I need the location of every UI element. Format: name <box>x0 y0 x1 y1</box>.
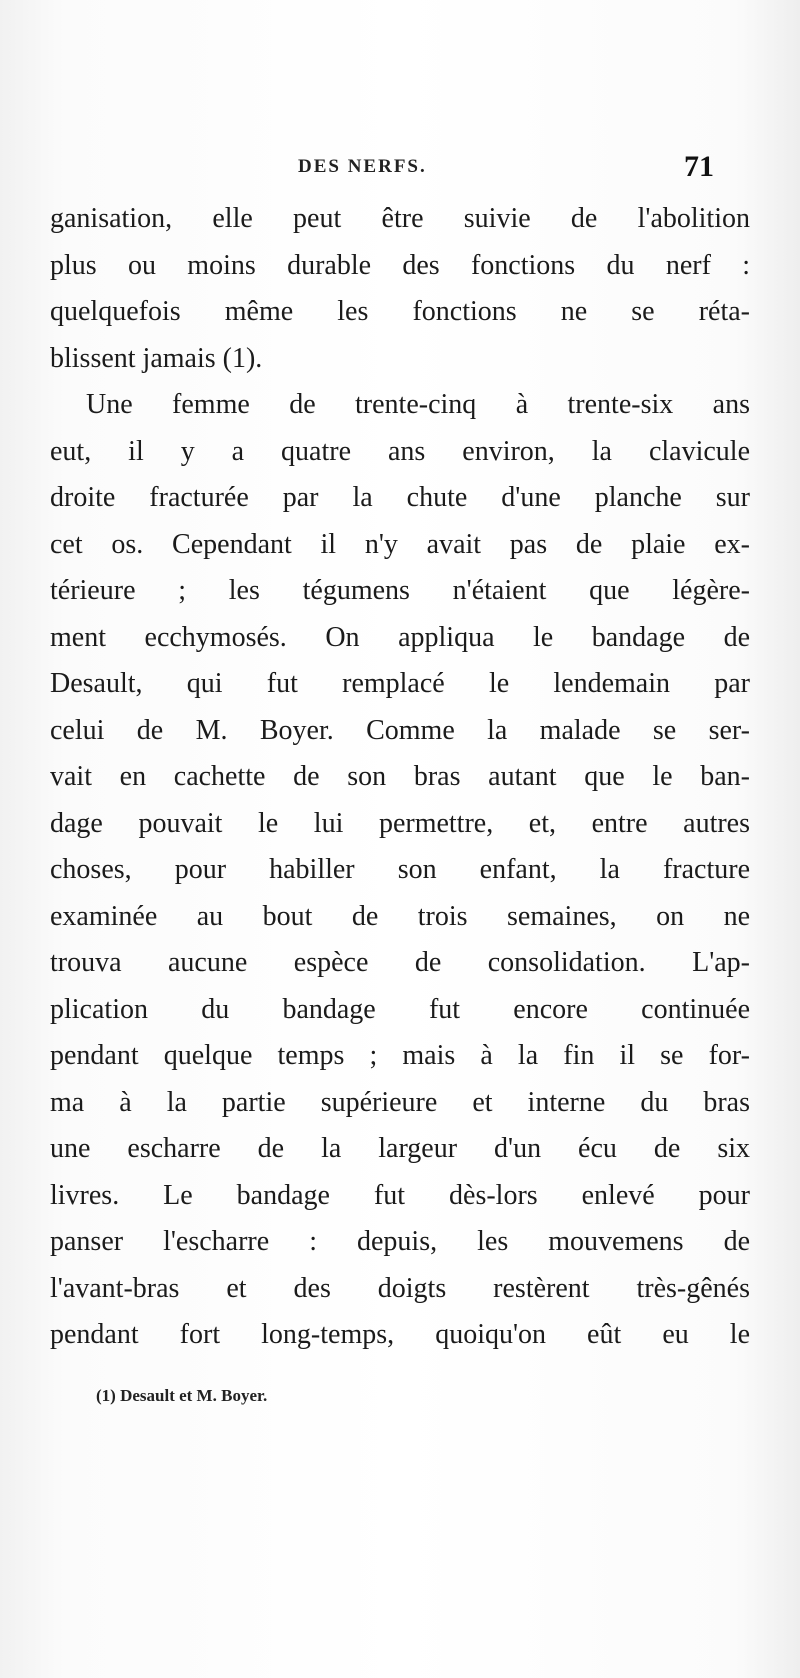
text-line: quelquefois même les fonctions ne se réta- <box>50 296 750 327</box>
text-line: térieure ; les tégumens n'étaient que légère- <box>50 575 750 606</box>
text-line: examinée au bout de trois semaines, on ne <box>50 900 750 932</box>
text-line: droite fracturée par la chute d'une planche sur <box>50 482 750 513</box>
text-line: l'avant-bras et des doigts restèrent très-gênés <box>50 1272 750 1304</box>
text-line: ganisation, elle peut être suivie de l'abolition <box>50 203 750 234</box>
text-line: plication du bandage fut encore continuée <box>50 993 750 1025</box>
text-line: ment ecchymosés. On appliqua le bandage de <box>50 621 750 653</box>
text-line: celui de M. Boyer. Comme la malade se ser- <box>50 714 750 746</box>
text-line: panser l'escharre : depuis, les mouvemens de <box>50 1226 750 1257</box>
text-line: dage pouvait le lui permettre, et, entre autres <box>50 807 750 839</box>
text-line: Desault, qui fut remplacé le lendemain par <box>50 668 750 699</box>
text-line: choses, pour habiller son enfant, la fracture <box>50 854 750 885</box>
page-number: 71 <box>684 150 714 183</box>
running-title: DES NERFS. <box>298 156 427 177</box>
text-line: livres. Le bandage fut dès-lors enlevé pour <box>50 1179 750 1211</box>
text-line: trouva aucune espèce de consolidation. L'ap- <box>50 947 750 978</box>
text-line: cet os. Cependant il n'y avait pas de plaie ex- <box>50 528 750 560</box>
footnote: (1) Desault et M. Boyer. <box>96 1386 268 1405</box>
text-line: blissent jamais (1). <box>50 342 263 374</box>
body-text <box>50 196 750 1359</box>
text-line: Une femme de trente-cinq à trente-six ans <box>86 389 750 420</box>
text-line: vait en cachette de son bras autant que le ban- <box>50 761 750 792</box>
text-line: pendant quelque temps ; mais à la fin il se for- <box>50 1040 750 1071</box>
page-header <box>0 152 800 192</box>
text-line: plus ou moins durable des fonctions du nerf : <box>50 249 750 281</box>
text-line: ma à la partie supérieure et interne du bras <box>50 1086 750 1118</box>
text-line: une escharre de la largeur d'un écu de six <box>50 1133 750 1164</box>
text-line: pendant fort long-temps, quoiqu'on eût eu le <box>50 1319 750 1350</box>
text-line: eut, il y a quatre ans environ, la clavicule <box>50 435 750 467</box>
